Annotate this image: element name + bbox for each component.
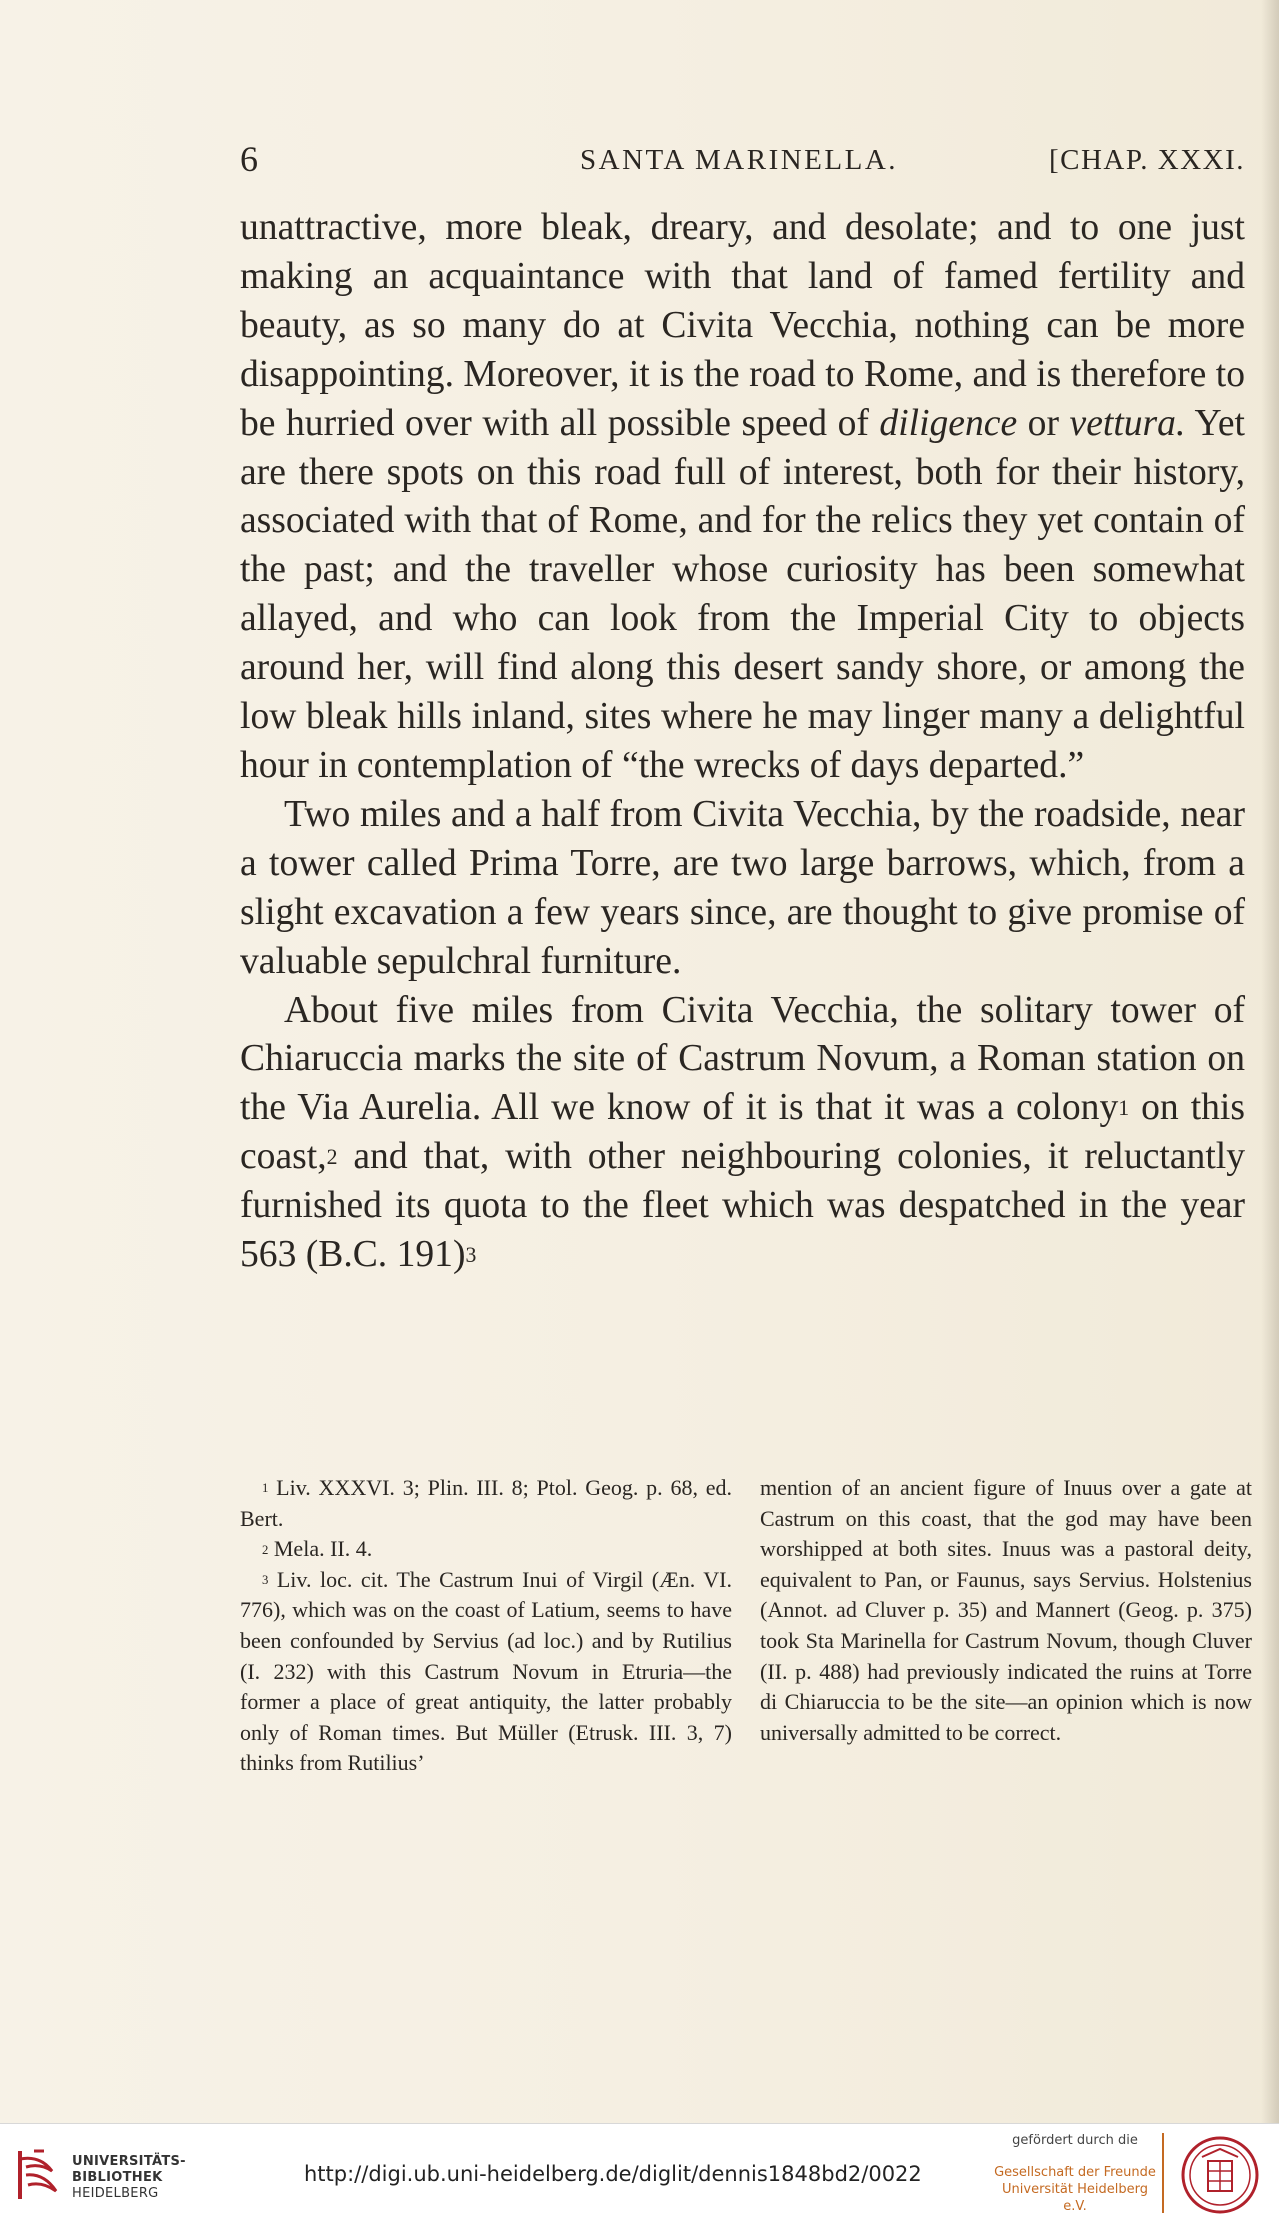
footnote-ref-1: 1 [1118,1095,1130,1120]
university-seal-icon[interactable] [1180,2135,1260,2215]
running-title: SANTA MARINELLA. [580,144,899,176]
footnote-3: $^3$ Liv. loc. cit. The Castrum Inui of Virgil (Æn. VI. 776), which was on the coast of Latium, seems to have been confounded by Servius (ad loc.) and by Rutilius (I. 232) with this Castrum Novum in Etruria—the former a place of great antiquity, the latter probably only of Roman times. But Müller (Etrusk. III. 3, 7) thinks from Rutilius’ [240,1566,732,1776]
library-logo-icon[interactable] [14,2145,64,2203]
permalink-url[interactable]: http://digi.ub.uni-heidelberg.de/diglit/dennis1848bd2/0022 [304,2162,922,2186]
main-text [240,204,1245,1280]
footnote-ref-3: 3 [465,1242,477,1267]
footnote-2: $^2$ Mela. II. 4. [262,1536,373,1562]
italic-diligence: diligence [879,402,1018,444]
chapter-label: [CHAP. XXXI. [1048,144,1245,176]
sponsor-caption: gefördert durch die [1012,2133,1138,2148]
sponsor-block [990,2133,1160,2215]
bc-abbrev: B.C. [318,1234,388,1276]
footnote-1: $^1$ Liv. XXXVI. 3; Plin. III. 8; Ptol. Geog. p. 68, ed. Bert. [240,1475,732,1531]
paragraph-2: Two miles and a half from Civita Vecchia, by the roadside, near a tower called Prima Torre, are two large barrows, which, from a slight excavation a few years since, are thought to give promise of valuable sepulchral furniture. [240,793,1245,982]
library-name: UNIVERSITÄTS- BIBLIOTHEK HEIDELBERG [72,2154,186,2201]
footnotes-left-column [240,1473,732,1779]
running-header [240,138,1245,188]
footnote-3-continued: mention of an ancient figure of Inuus over a gate at Castrum on this coast, that the god may have been worshipped at both sites. Inuus was a pastoral deity, equivalent to Pan, or Faunus, says Servius. Holstenius (Annot. ad Cluver p. 35) and Mannert (Geog. p. 375) took Sta Marinella for Castrum Novum, though Cluver (II. p. 488) had previously indicated the ruins at Torre di Chiaruccia to be the site—an opinion which is now universally admitted to be correct. [760,1475,1252,1745]
sponsor-line-2: Universität Heidelberg e.V. [1002,2182,1148,2214]
footer-divider [0,2123,1279,2124]
sponsor-line-1: Gesellschaft der Freunde [994,2165,1156,2180]
italic-vettura: vettura. [1069,402,1186,444]
paragraph-3: About five miles from Civita Vecchia, the solitary tower of Chiaruccia marks the site of Castrum Novum, a Roman station on the Via Aurelia. All we know of it is that it was a colony$^1$ on this coast,$^2$ and that, with other neighbouring colonies, it reluctantly furnished its quota to the fleet which was despatched in the year 563 (B.C. 191)$^3$ [240,989,1245,1276]
sponsor-divider [1162,2133,1164,2213]
footnote-ref-2: 2 [326,1144,338,1169]
page-number: 6 [240,139,258,179]
paragraph-1: unattractive, more bleak, dreary, and desolate; and to one just making an acquaintance with that land of famed fertility and beauty, as so many do at Civita Vecchia, nothing can be more disappointing. Moreover, it is the road to Rome, and is therefore to be hurried over with all possible speed of diligence or vettura. Yet are there spots on this road full of interest, both for their history, associated with that of Rome, and for the relics they yet contain of the past; and the traveller whose curiosity has been somewhat allayed, and who can look from the Imperial City to objects around her, will find along this desert sandy shore, or among the low bleak hills inland, sites where he may linger many a delightful hour in contemplation of “the wrecks of days departed.” [240,207,1245,786]
viewer-footer [0,2123,1279,2223]
footnotes-right-column [760,1473,1252,1748]
footnotes [240,1473,1252,1893]
